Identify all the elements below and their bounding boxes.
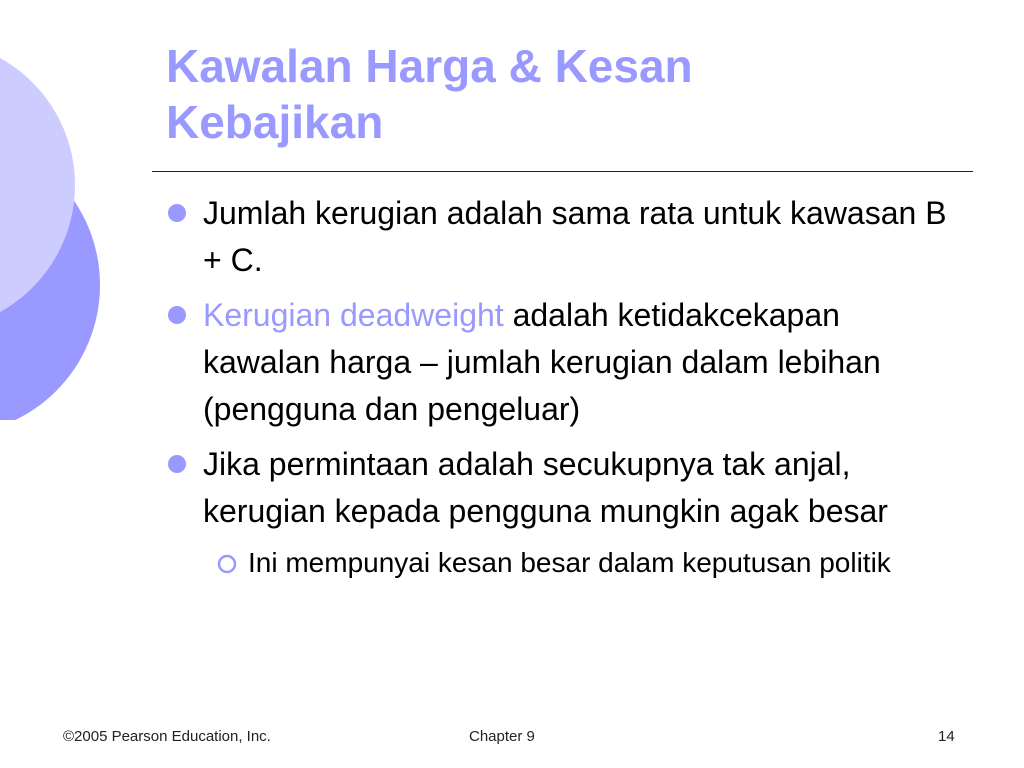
filled-circle-bullet-icon [166,453,188,475]
slide-title-line-1: Kawalan Harga & Kesan [166,40,693,92]
bullet-text: adalah ketidakcekapan kawalan harga – jumlah kerugian dalam lebihan (pengguna dan pengeluar) [203,297,881,427]
filled-circle-bullet-icon [166,202,188,224]
filled-circle-bullet-icon [166,304,188,326]
slide-title [166,38,966,150]
bullet-highlight-term: Kerugian deadweight [203,297,504,333]
bullet-item [166,190,956,284]
bullet-item [166,292,956,433]
slide-title-line-2: Kebajikan [166,96,384,148]
sub-bullet-text: Ini mempunyai kesan besar dalam keputusan politik [248,547,891,578]
footer-chapter: Chapter 9 [469,728,535,745]
bullet-text: Jika permintaan adalah secukupnya tak anjal, kerugian kepada pengguna mungkin agak besar [203,446,888,529]
slide-body [166,190,956,582]
bullet-text: Jumlah kerugian adalah sama rata untuk kawasan B + C. [203,195,947,278]
hollow-circle-bullet-icon [216,553,238,575]
decorative-circles [0,0,120,420]
footer-page-number: 14 [938,728,955,745]
sub-bullet-item [216,543,956,582]
bullet-item [166,441,956,535]
title-divider [152,171,973,172]
footer-copyright: ©2005 Pearson Education, Inc. [63,728,271,745]
